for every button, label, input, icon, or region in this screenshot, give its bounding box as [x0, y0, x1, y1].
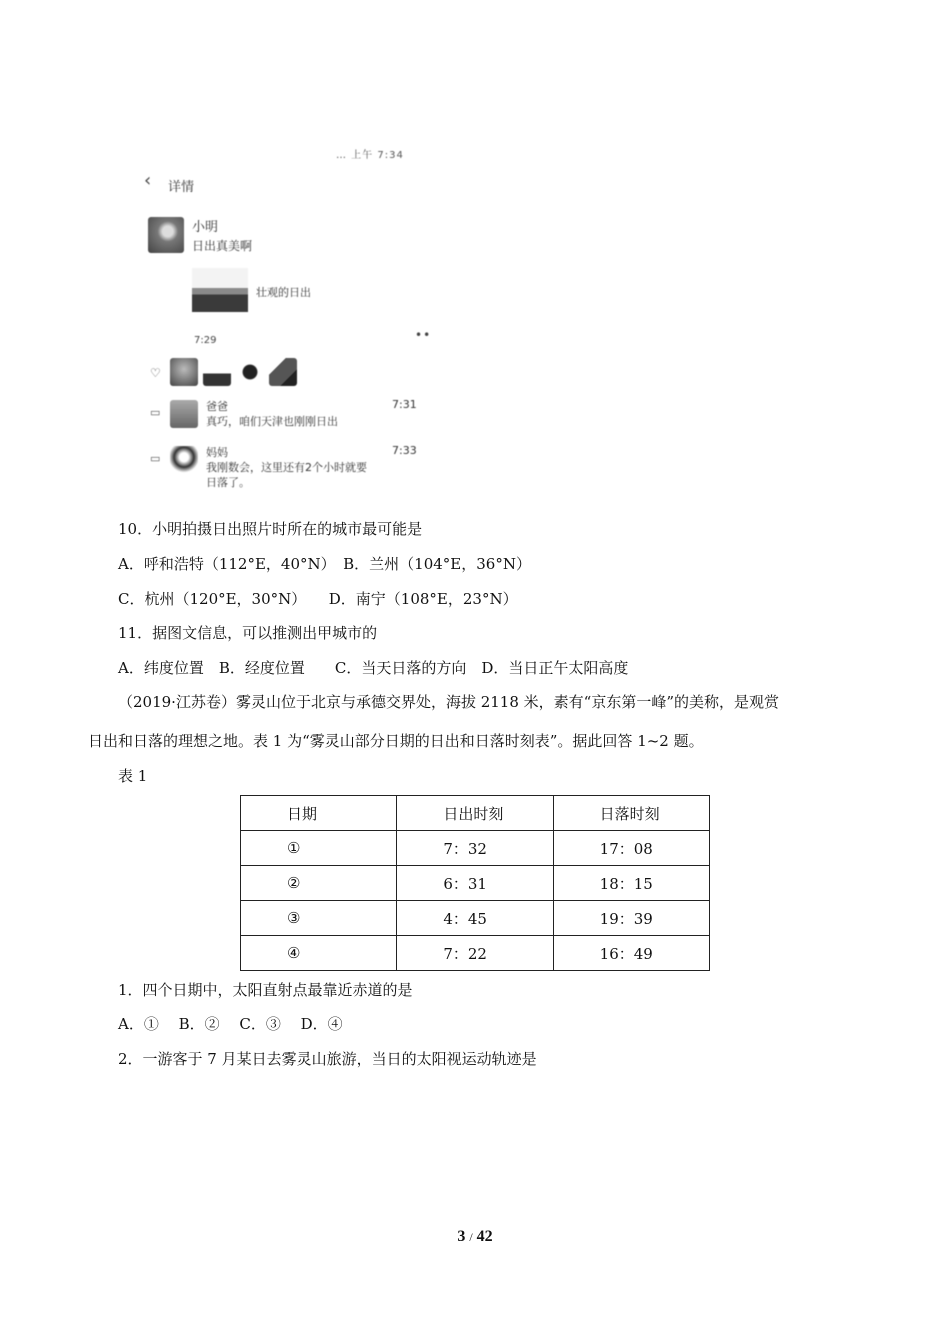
sunrise-sunset-table [240, 795, 710, 971]
back-chevron-icon[interactable]: ‹ [144, 170, 152, 191]
sunrise-thumbnail [192, 268, 248, 312]
question-10: 10．小明拍摄日出照片时所在的城市最可能是 [118, 520, 423, 538]
passage-line-1: （2019·江苏卷）雾灵山位于北京与承德交界处，海拔 2118 米，素有“京东第一峰”的美称，是观赏 [118, 693, 779, 711]
comment-time: 7:31 [392, 398, 417, 411]
table-cell-sunset: 17：08 [553, 831, 709, 866]
comment-author[interactable]: 妈妈 [206, 446, 228, 459]
avatar[interactable] [170, 400, 198, 428]
comment-text: 我刚数会，这里还有2个小时就要日落了。 [206, 461, 367, 489]
table-row [241, 831, 710, 866]
table-cell-sunrise: 7：22 [397, 936, 553, 971]
post-text: 日出真美啊 [192, 239, 253, 253]
question-2: 2．一游客于 7 月某日去雾灵山旅游，当日的太阳视运动轨迹是 [118, 1050, 537, 1068]
comment-icon: ▭ [150, 452, 161, 465]
table-header: 日出时刻 [397, 796, 553, 831]
comment-text: 真巧，咱们天津也刚刚日出 [206, 415, 338, 428]
table-cell-date: ② [241, 866, 397, 901]
question-10-options-cd: C．杭州（120°E，30°N） D．南宁（108°E，23°N） [118, 590, 518, 608]
page-number [0, 1228, 950, 1246]
avatar[interactable] [170, 446, 198, 474]
question-11: 11．据图文信息，可以推测出甲城市的 [118, 624, 378, 642]
post-time: 7:29 [194, 335, 217, 346]
table-row [241, 866, 710, 901]
comment-icon: ▭ [150, 406, 161, 419]
page-current: 3 [457, 1228, 466, 1245]
page-separator: / [469, 1230, 473, 1244]
table-cell-sunset: 19：39 [553, 901, 709, 936]
likes-list [170, 358, 302, 388]
table-cell-sunrise: 7：32 [397, 831, 553, 866]
avatar[interactable] [236, 358, 264, 386]
table-cell-sunset: 18：15 [553, 866, 709, 901]
status-bar: … 上午 7:34 [336, 150, 404, 161]
question-11-options: A．纬度位置 B．经度位置 C．当天日落的方向 D．当日正午太阳高度 [118, 659, 629, 677]
avatar[interactable] [170, 358, 198, 386]
post-user-name[interactable]: 小明 [192, 220, 219, 235]
table-cell-date: ③ [241, 901, 397, 936]
wechat-moments-screenshot [140, 140, 450, 500]
table-row [241, 901, 710, 936]
avatar[interactable] [269, 358, 297, 386]
question-1-options: A．① B．② C．③ D．④ [118, 1015, 343, 1033]
header-title: 详情 [168, 180, 195, 195]
table-cell-date: ④ [241, 936, 397, 971]
page-total: 42 [476, 1228, 493, 1245]
table-cell-sunrise: 6：31 [397, 866, 553, 901]
table-row [241, 936, 710, 971]
comment-author[interactable]: 爸爸 [206, 400, 228, 413]
table-cell-date: ① [241, 831, 397, 866]
heart-icon: ♡ [150, 366, 161, 380]
table-header: 日落时刻 [553, 796, 709, 831]
table-caption: 表 1 [118, 767, 148, 785]
table-cell-sunset: 16：49 [553, 936, 709, 971]
comment-time: 7:33 [392, 444, 417, 457]
more-options-icon[interactable]: •• [415, 328, 432, 342]
avatar[interactable] [203, 358, 231, 386]
avatar[interactable] [148, 217, 184, 253]
table-header-row [241, 796, 710, 831]
table-cell-sunrise: 4：45 [397, 901, 553, 936]
table-header: 日期 [241, 796, 397, 831]
link-title: 壮观的日出 [256, 286, 311, 299]
question-1: 1．四个日期中，太阳直射点最靠近赤道的是 [118, 981, 413, 999]
shared-link-card[interactable] [192, 268, 382, 312]
passage-line-2: 日出和日落的理想之地。表 1 为“雾灵山部分日期的日出和日落时刻表”。据此回答 1~2 题。 [88, 732, 704, 750]
question-10-options-ab: A．呼和浩特（112°E，40°N） B．兰州（104°E，36°N） [118, 555, 531, 573]
